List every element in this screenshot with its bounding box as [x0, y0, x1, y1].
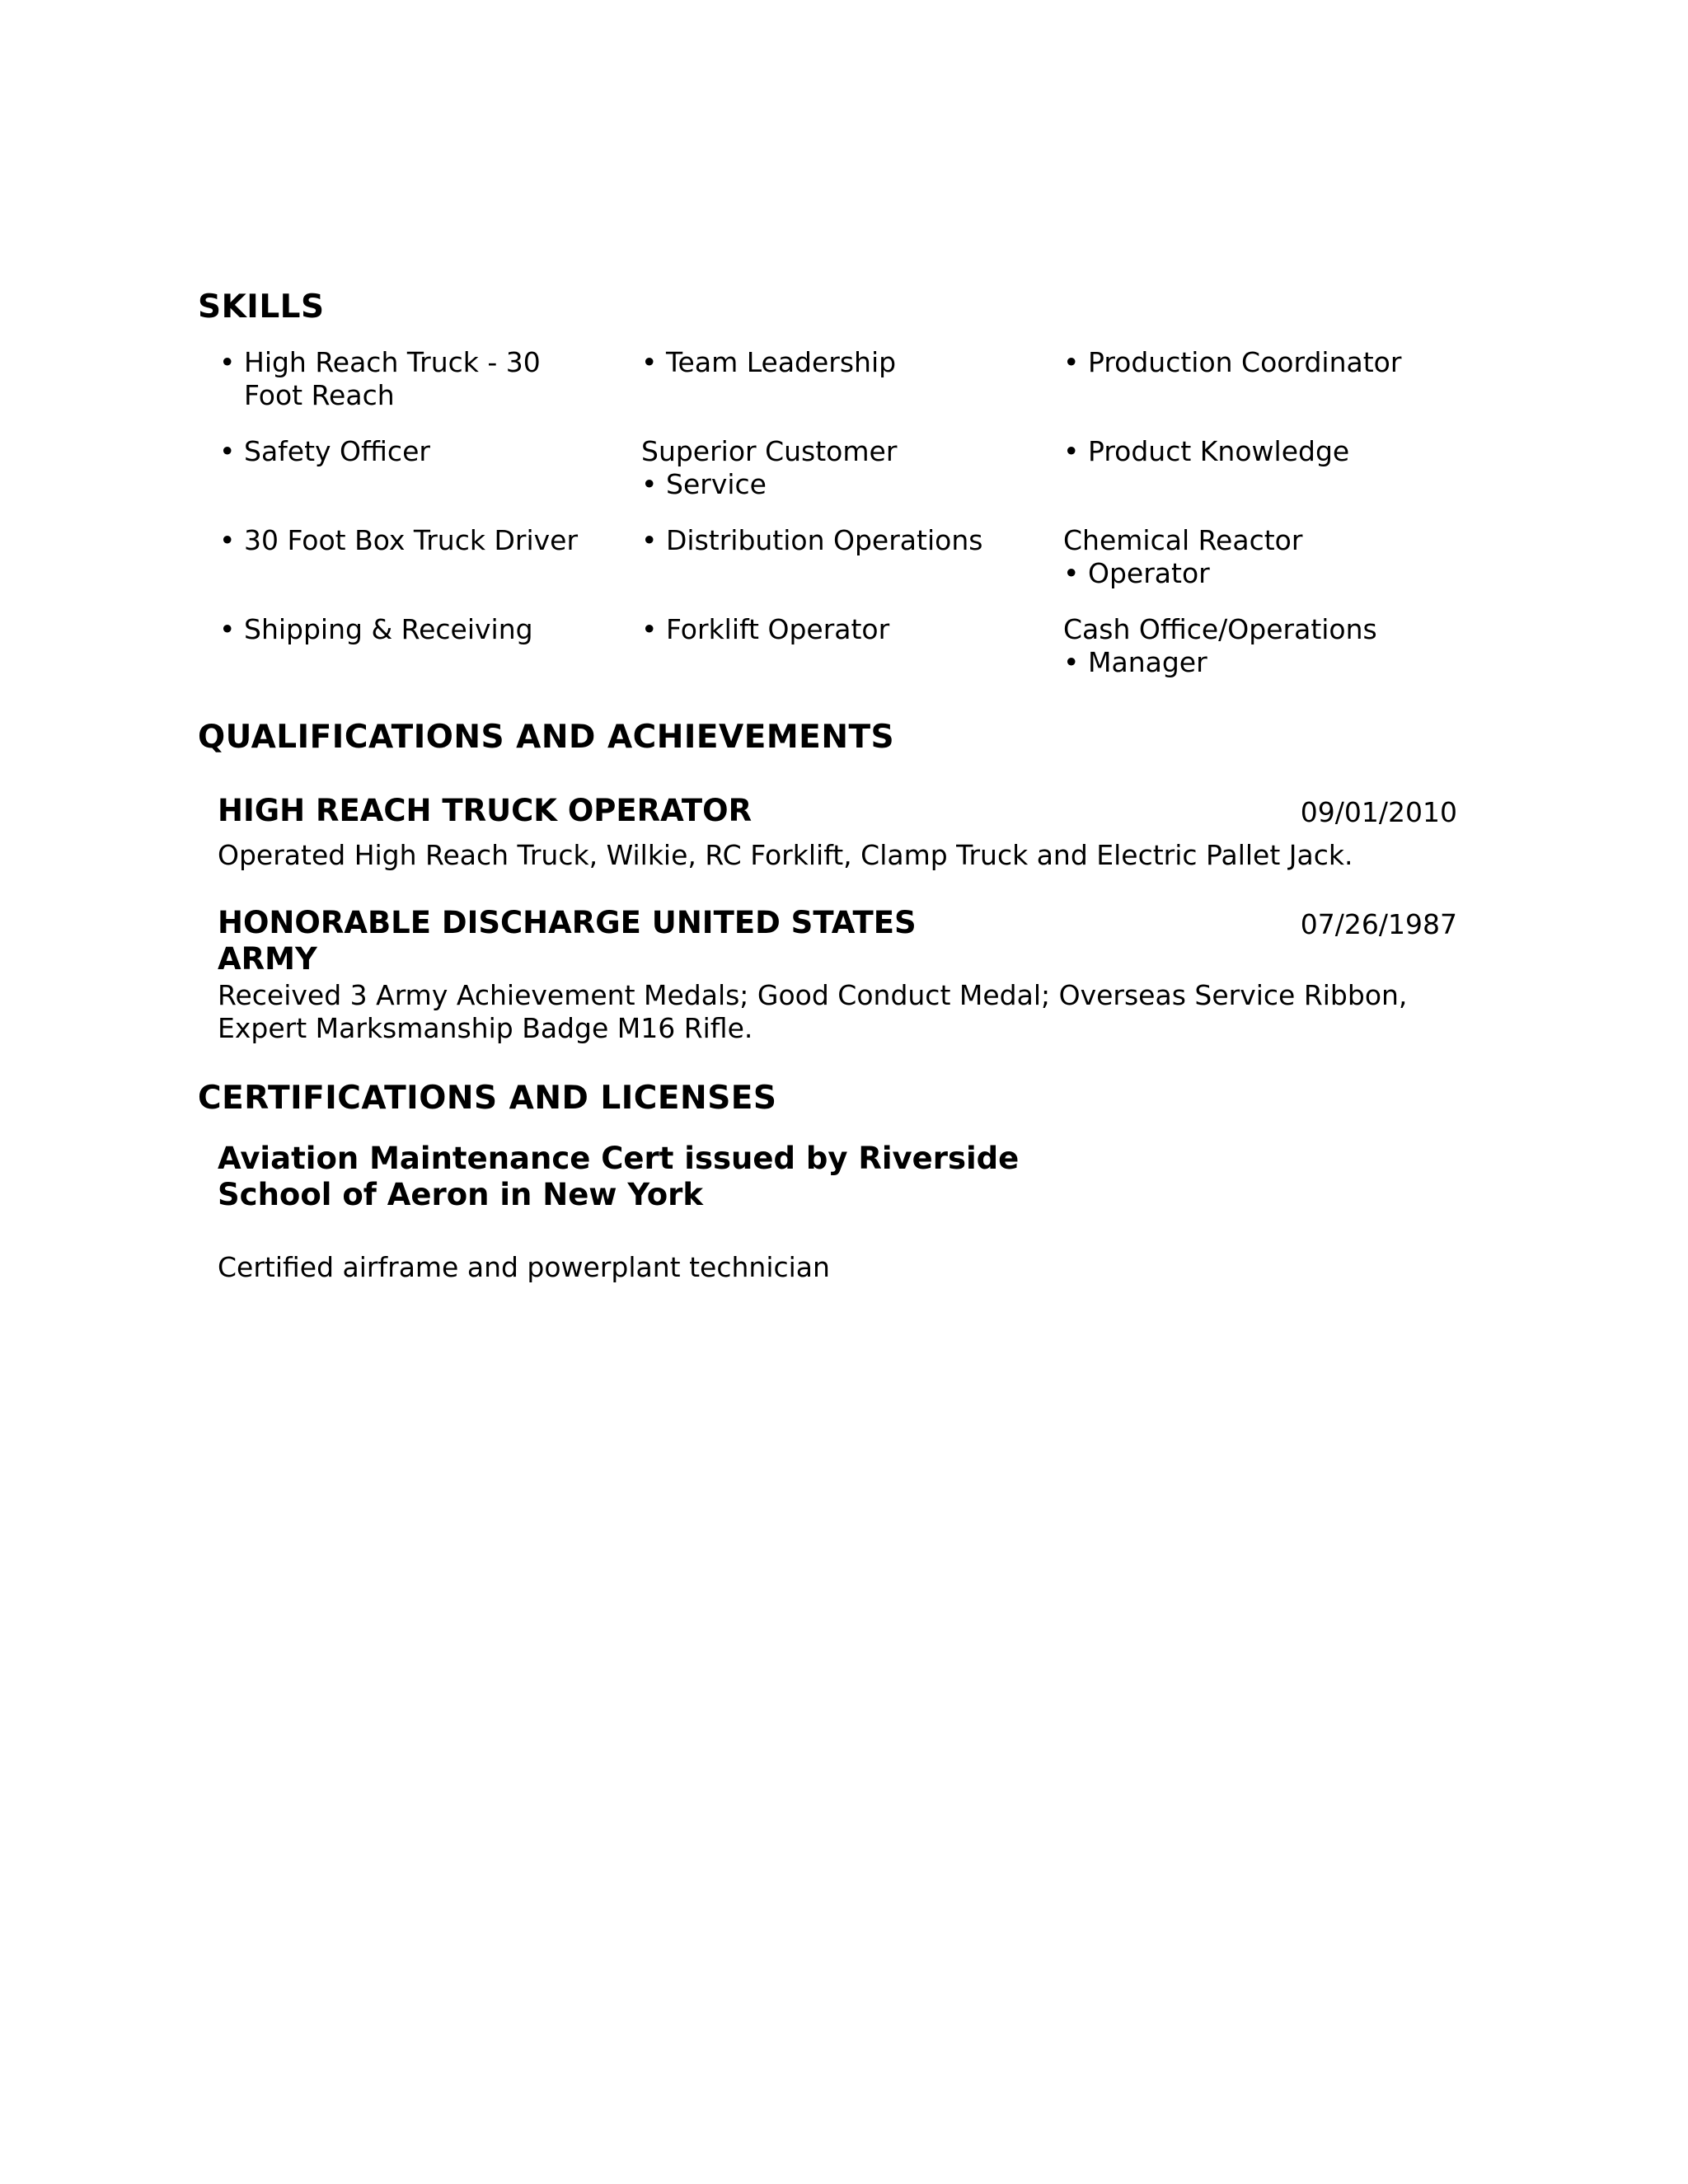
skill-item: •Cash Office/Operations Manager	[1063, 613, 1377, 678]
certification-description: Certified airframe and powerplant technician	[218, 1251, 830, 1283]
skills-heading: SKILLS	[198, 288, 325, 326]
certifications-heading: CERTIFICATIONS AND LICENSES	[198, 1080, 777, 1117]
qualifications-heading: QUALIFICATIONS AND ACHIEVEMENTS	[198, 719, 895, 756]
skill-item: • 30 Foot Box Truck Driver	[219, 524, 579, 556]
skill-item: • High Reach Truck - 30 Foot Reach	[219, 346, 541, 411]
qualification-date: 07/26/1987	[1300, 908, 1457, 940]
qualification-description: Operated High Reach Truck, Wilkie, RC Forklift, Clamp Truck and Electric Pallet Jack.	[218, 839, 1353, 871]
skill-item: • Production Coordinator	[1063, 346, 1402, 378]
skill-item: •Chemical Reactor Operator	[1063, 524, 1303, 589]
qualification-title: HIGH REACH TRUCK OPERATOR	[218, 793, 753, 828]
skills-list	[219, 346, 1472, 702]
skill-item: •Superior Customer Service	[641, 435, 898, 500]
qualification-date: 09/01/2010	[1300, 796, 1457, 828]
certification-title: Aviation Maintenance Cert issued by Riverside School of Aeron in New York	[218, 1141, 1020, 1212]
qualification-title: HONORABLE DISCHARGE UNITED STATES ARMY	[218, 905, 917, 977]
skill-item: • Safety Officer	[219, 435, 430, 467]
skill-item: • Distribution Operations	[641, 524, 983, 556]
skill-item: • Forklift Operator	[641, 613, 890, 645]
skill-item: • Team Leadership	[641, 346, 897, 378]
qualification-description: Received 3 Army Achievement Medals; Good Conduct Medal; Overseas Service Ribbon, Expert Marksmanship Badge M16 Rifle.	[218, 979, 1408, 1044]
skill-item: • Shipping & Receiving	[219, 613, 533, 645]
skill-item: • Product Knowledge	[1063, 435, 1350, 467]
